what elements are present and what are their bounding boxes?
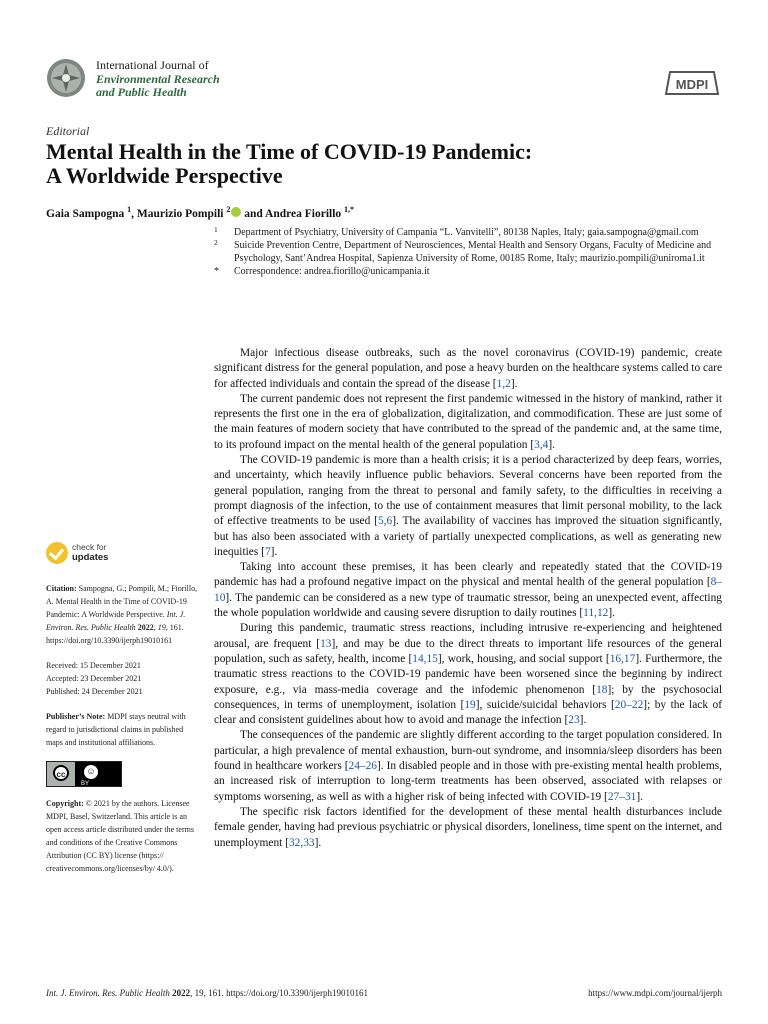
paragraph-5 xyxy=(214,621,722,728)
citation-link[interactable]: 3,4 xyxy=(534,438,549,451)
citation-volume: , 19, xyxy=(153,623,168,632)
footer-citation xyxy=(46,988,368,998)
publisher-note-text: MDPI stays neutral with regard to jurisdictional claims in published maps and institutional affiliations. xyxy=(46,712,186,747)
text-run: ]. xyxy=(548,438,556,451)
text-run: ]. Furthermore, the traumatic stress reactions to the COVID-19 pandemic have been worsened since the beginning by indirect exposure, e.g., via mass-media coverage and the infodemic phenomenon [ xyxy=(214,652,723,696)
title-line1: Mental Health in the Time of COVID-19 Pandemic: xyxy=(46,139,533,164)
citation-link[interactable]: 8–10 xyxy=(214,576,722,604)
text-run: ]; by the lack of clear and consistent guidelines about how to avoid and manage the infection [ xyxy=(214,698,722,727)
text-run: The specific risk factors identified for the development of these mental health disturbances include female gender, having had previous psychiatric or physical disorders, loneliness, time spent on the internet, and unemployment [ xyxy=(214,805,722,849)
citation-link[interactable]: 14,15 xyxy=(412,652,438,665)
check-for-updates-badge[interactable] xyxy=(46,542,166,566)
citation-block xyxy=(46,582,198,647)
citation-link[interactable]: 1,2 xyxy=(496,377,511,390)
citation-link[interactable]: 20–22 xyxy=(614,698,644,711)
citation-link[interactable]: 32,33 xyxy=(288,836,315,849)
author-2-affil: 2 xyxy=(226,205,231,214)
text-run: ]. xyxy=(636,790,643,803)
journal-name-line1: Environmental Research xyxy=(96,72,220,86)
correspondence xyxy=(212,265,732,278)
author-list xyxy=(46,205,354,220)
text-run: ]. The availability of vaccines has improved the situation significantly, but has also been associated with a variety of partially unexpected complications, as well as generating new inequities [ xyxy=(214,515,722,558)
footer-doi[interactable]: , 19, 161. https://doi.org/10.3390/ijerph19010161 xyxy=(190,988,368,998)
title-line2: A Worldwide Perspective xyxy=(46,163,283,188)
citation-link[interactable]: 23 xyxy=(568,714,580,727)
mdpi-logo-text: MDPI xyxy=(675,77,709,92)
text-run: During this pandemic, traumatic stress reactions, including intrusive re-experiencing and heightened arousal, are frequent [ xyxy=(214,622,722,650)
citation-link[interactable]: 16,17 xyxy=(609,652,636,665)
by-label: BY xyxy=(81,781,90,787)
cc-icon: cc xyxy=(53,765,69,781)
article-title xyxy=(46,140,706,188)
publisher-note-label: Publisher’s Note: xyxy=(46,712,106,721)
text-run: ]. xyxy=(579,714,587,727)
text-run: ]. xyxy=(270,545,278,558)
check-for-label: check for xyxy=(72,542,107,552)
article-type: Editorial xyxy=(46,124,90,138)
text-run: Taking into account these premises, it has been clearly and repeatedly stated that the COVID-19 pandemic has had a profound negative impact on the physical and mental health of the general population [ xyxy=(214,561,722,589)
dates-block xyxy=(46,659,198,698)
affiliation-number: 1 xyxy=(214,225,218,234)
text-run: The current pandemic does not represent the first pandemic witnessed in the history of mankind, rather it represents the first one in the era of globalization, digitalization, and commodification. These are just some of the main features of modern society that have contributed to the spread of the pandemic and, at the same time, to its profound impact on the mental health of the general population [ xyxy=(214,392,722,451)
citation-link[interactable]: 5,6 xyxy=(377,515,393,528)
footer-year: 2022 xyxy=(169,988,191,998)
published-date: Published: 24 December 2021 xyxy=(46,687,143,696)
citation-link[interactable]: 19 xyxy=(464,698,476,711)
author-3-affil: 1,* xyxy=(344,205,355,214)
article-sidebar xyxy=(46,582,198,887)
author-1[interactable]: Gaia Sampogna xyxy=(46,207,128,220)
text-run: ]. xyxy=(510,377,518,390)
copyright-block xyxy=(46,797,198,875)
checkmark-icon xyxy=(46,542,68,564)
text-run: ]; by the psychosocial consequences, in terms of unemployment, isolation [ xyxy=(214,683,722,711)
text-run: The consequences of the pandemic are slightly different according to the target population considered. In particular, a high prevalence of mental exhaustion, burn-out syndrome, and insomnia/sleep disorders has been found in healthcare workers [ xyxy=(214,729,722,773)
citation-link[interactable]: 27–31 xyxy=(607,790,637,803)
author-1-affil: 1 xyxy=(127,205,132,214)
citation-year: 2022 xyxy=(135,623,154,632)
text-run: ], suicide/suicidal behaviors [ xyxy=(475,698,615,711)
accepted-date: Accepted: 23 December 2021 xyxy=(46,674,142,683)
paragraph-1 xyxy=(214,346,722,392)
text-run: ]. xyxy=(314,836,322,849)
citation-label: Citation: xyxy=(46,584,77,593)
text-run: ]. xyxy=(608,607,616,620)
cc-by-license-badge[interactable] xyxy=(46,761,122,787)
footer-journal: Int. J. Environ. Res. Public Health xyxy=(46,988,170,998)
paragraph-4 xyxy=(214,560,722,621)
text-run: ], and may be due to the direct threats to important life resources of the general population, such as safety, health, income [ xyxy=(214,637,722,665)
journal-name xyxy=(96,73,296,99)
affiliation-1 xyxy=(212,226,732,239)
paragraph-6 xyxy=(214,728,722,804)
text-run: ], work, housing, and social support [ xyxy=(437,652,610,665)
footer-journal-url[interactable]: https://www.mdpi.com/journal/ijerph xyxy=(588,988,722,998)
paragraph-3 xyxy=(214,453,722,560)
received-date: Received: 15 December 2021 xyxy=(46,661,141,670)
author-2[interactable]: , Maurizio Pompili xyxy=(131,207,227,220)
correspondence-marker: * xyxy=(214,266,219,277)
citation-link[interactable]: 13 xyxy=(320,637,332,650)
paragraph-7 xyxy=(214,805,722,851)
mdpi-logo xyxy=(664,68,720,98)
text-run: The COVID-19 pandemic is more than a health crisis; it is a period characterized by deep fears, worries, and uncertainty, which heavily influence public behaviors. Several concerns have been reported from the general population, ranging from the threat to personal and family safety, to the difficulties in receiving a prompt diagnosis of the infection, to the use of containment measures that limit personal mobility, to the lack of effective treatments to be used [ xyxy=(214,454,722,528)
affiliation-text: Department of Psychiatry, University of Campania “L. Vanvitelli”, 80138 Naples, Italy; gaia.sampogna@gmail.com xyxy=(234,227,699,238)
updates-label: updates xyxy=(72,552,109,563)
citation-doi[interactable]: 161. https://doi.org/10.3390/ijerph19010161 xyxy=(46,623,184,645)
text-run: Major infectious disease outbreaks, such as the novel coronavirus (COVID-19) pandemic, create significant distress for the general population, and pose a heavy burden on the healthcare systems called to care for affected individuals and contain the spread of the disease [ xyxy=(214,347,722,390)
author-3[interactable]: and Andrea Fiorillo xyxy=(241,207,345,220)
article-body xyxy=(214,346,722,851)
journal-intro: International Journal of xyxy=(96,58,209,72)
citation-text: Sampogna, G.; Pompili, M.; Fiorillo, A. Mental Health in the Time of COVID-19 Pandemic: A Worldwide Perspective. xyxy=(46,584,198,619)
text-run: ]. In disabled people and in those with pre-existing mental health problems, an increased risk of interruption to long-term treatments has been observed, associated with relapses or symptoms worsening, as well as with a higher risk of being infected with COVID-19 [ xyxy=(214,760,722,803)
paragraph-2 xyxy=(214,392,722,453)
citation-link[interactable]: 24–26 xyxy=(348,760,377,773)
orcid-icon[interactable] xyxy=(231,207,241,217)
correspondence-text: Correspondence: andrea.fiorillo@unicampania.it xyxy=(234,266,430,277)
copyright-text: © 2021 by the authors. Licensee MDPI, Basel, Switzerland. This article is an open access article distributed under the terms and conditions of the Creative Commons Attribution (CC BY) license (https:// creativecommons.org/licenses/by/ 4.0/). xyxy=(46,799,194,873)
copyright-label: Copyright: xyxy=(46,799,84,808)
citation-link[interactable]: 11,12 xyxy=(583,607,609,620)
text-run: ]. The pandemic can be considered as a new type of traumatic stressor, being an unexpected event, affecting the whole population worldwide and causing severe disruption to daily routines [ xyxy=(214,591,722,620)
attribution-person-icon: ☺ xyxy=(83,764,99,780)
citation-link[interactable]: 7 xyxy=(264,545,271,558)
citation-journal: Int. J. Environ. Res. Public Health xyxy=(46,610,186,632)
affiliations xyxy=(212,226,732,278)
journal-name-line2: and Public Health xyxy=(96,85,187,99)
affiliation-number: 2 xyxy=(214,238,218,247)
publisher-note xyxy=(46,710,198,749)
affiliation-2 xyxy=(212,239,732,265)
citation-link[interactable]: 18 xyxy=(596,683,608,696)
affiliation-text: Suicide Prevention Centre, Department of Neurosciences, Mental Health and Sensory Organs, Faculty of Medicine and Psychology, Sant’Andrea Hospital, Sapienza University of Rome, 00185 Rome, Italy; maurizio.pompili@uniroma1.it xyxy=(234,240,712,264)
journal-logo xyxy=(46,58,86,98)
